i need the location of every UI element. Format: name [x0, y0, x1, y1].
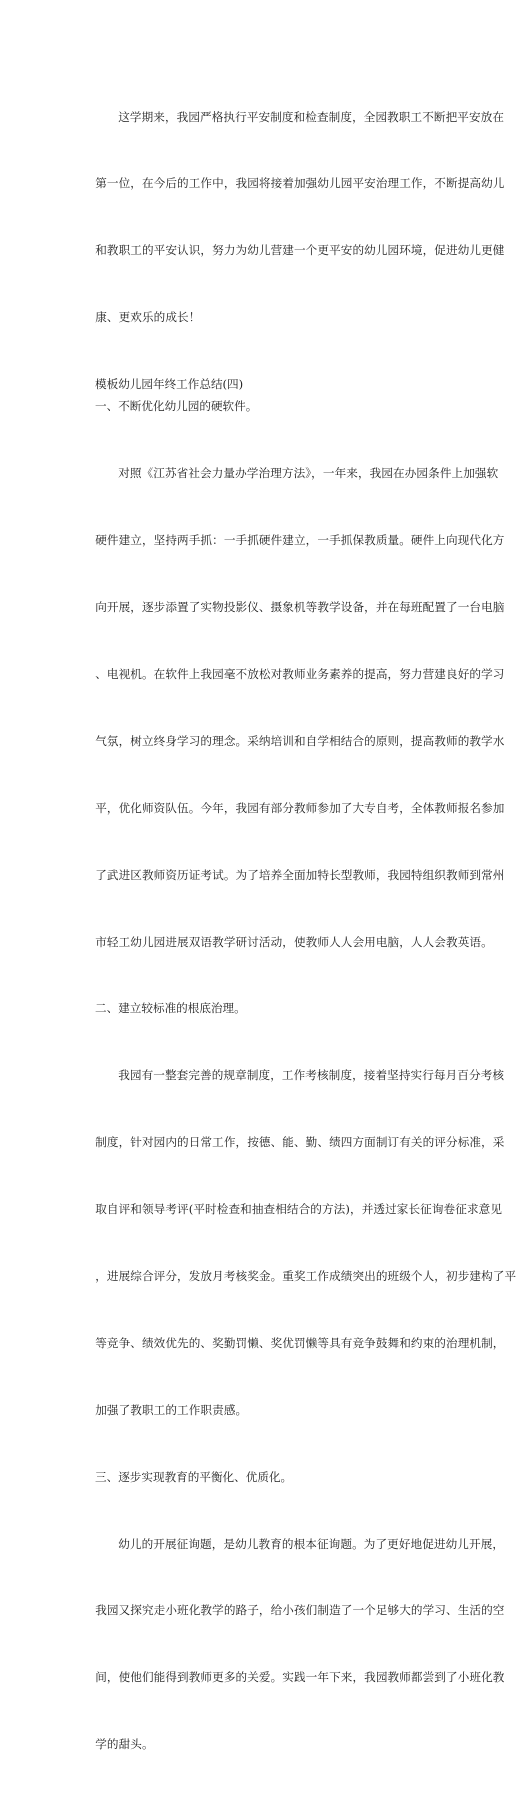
text-line: 气氛，树立终身学习的理念。采纳培训和自学相结合的原则，提高教师的教学水 — [95, 733, 505, 748]
text-line: 第一位，在今后的工作中，我园将接着加强幼儿园平安治理工作，不断提高幼儿 — [95, 176, 505, 191]
text-line: 对照《江苏省社会力量办学治理方法》，一年来，我园在办园条件上加强软 — [118, 466, 499, 481]
text-line: 市轻工幼儿园进展双语教学研讨活动，使教师人人会用电脑，人人会教英语。 — [95, 934, 493, 949]
text-line: 康、更欢乐的成长！ — [95, 310, 201, 325]
text-line: 向开展，逐步添置了实物投影仪、摄象机等教学设备，并在每班配置了一台电脑 — [95, 600, 505, 615]
heading-text: 一、不断优化幼儿园的硬软件。 — [95, 399, 258, 414]
text-line: 我园有一整套完善的规章制度，工作考核制度，接着坚持实行每月百分考核 — [118, 1068, 505, 1083]
text-line: 学的甜头。 — [95, 1737, 154, 1752]
heading-education-balance — [72, 1466, 430, 1488]
heading-text: 三、逐步实现教育的平衡化、优质化。 — [95, 1469, 293, 1484]
section-title-text: 模板幼儿园年终工作总结(四) — [95, 377, 244, 392]
heading-management — [72, 997, 430, 1019]
text-line: 了武进区教师资历证考试。为了培养全面加特长型教师，我园特组织教师到常州 — [95, 867, 505, 882]
paragraph-facilities — [72, 418, 505, 998]
paragraph-management — [72, 1020, 516, 1466]
text-line: ，进展综合评分，发放月考核奖金。重奖工作成绩突出的班级个人，初步建构了平 — [95, 1269, 516, 1284]
text-line: 和教职工的平安认识，努力为幼儿营建一个更平安的幼儿园环境，促进幼儿更健 — [95, 243, 505, 258]
text-line: 幼儿的开展征询题，是幼儿教育的根本征询题。为了更好地促进幼儿开展， — [118, 1536, 505, 1551]
text-line: 加强了教职工的工作职责感。 — [95, 1402, 248, 1417]
paragraph-safety-summary — [72, 61, 505, 373]
text-line: 这学期来，我园严格执行平安制度和检查制度，全园教职工不断把平安放在 — [118, 109, 505, 124]
text-line: 硬件建立，坚持两手抓：一手抓硬件建立，一手抓保教质量。硬件上向现代化方 — [95, 533, 505, 548]
document-body — [72, 61, 516, 1800]
paragraph-education — [72, 1488, 505, 1800]
text-line: 取自评和领导考评(平时检查和抽查相结合的方法)，并透过家长征询卷征求意见 — [95, 1202, 503, 1217]
heading-optimize-facilities — [72, 395, 430, 417]
heading-text: 二、建立较标准的根底治理。 — [95, 1001, 246, 1016]
text-line: 平，优化师资队伍。今年，我园有部分教师参加了大专自考，全体教师报名参加 — [95, 800, 505, 815]
text-line: 制度，针对园内的日常工作，按德、能、勤、绩四方面制订有关的评分标准，采 — [95, 1135, 505, 1150]
text-line: 等竞争、绩效优先的、奖勤罚懒、奖优罚懒等具有竞争鼓舞和约束的治理机制， — [95, 1335, 505, 1350]
text-line: 、电视机。在软件上我园毫不放松对教师业务素养的提高，努力营建良好的学习 — [95, 667, 505, 682]
text-line: 我园又探究走小班化教学的路子，给小孩们制造了一个足够大的学习、生活的空 — [95, 1603, 505, 1618]
text-line: 间，使他们能得到教师更多的关爱。实践一年下来，我园教师都尝到了小班化教 — [95, 1670, 505, 1685]
section-title — [72, 373, 430, 395]
